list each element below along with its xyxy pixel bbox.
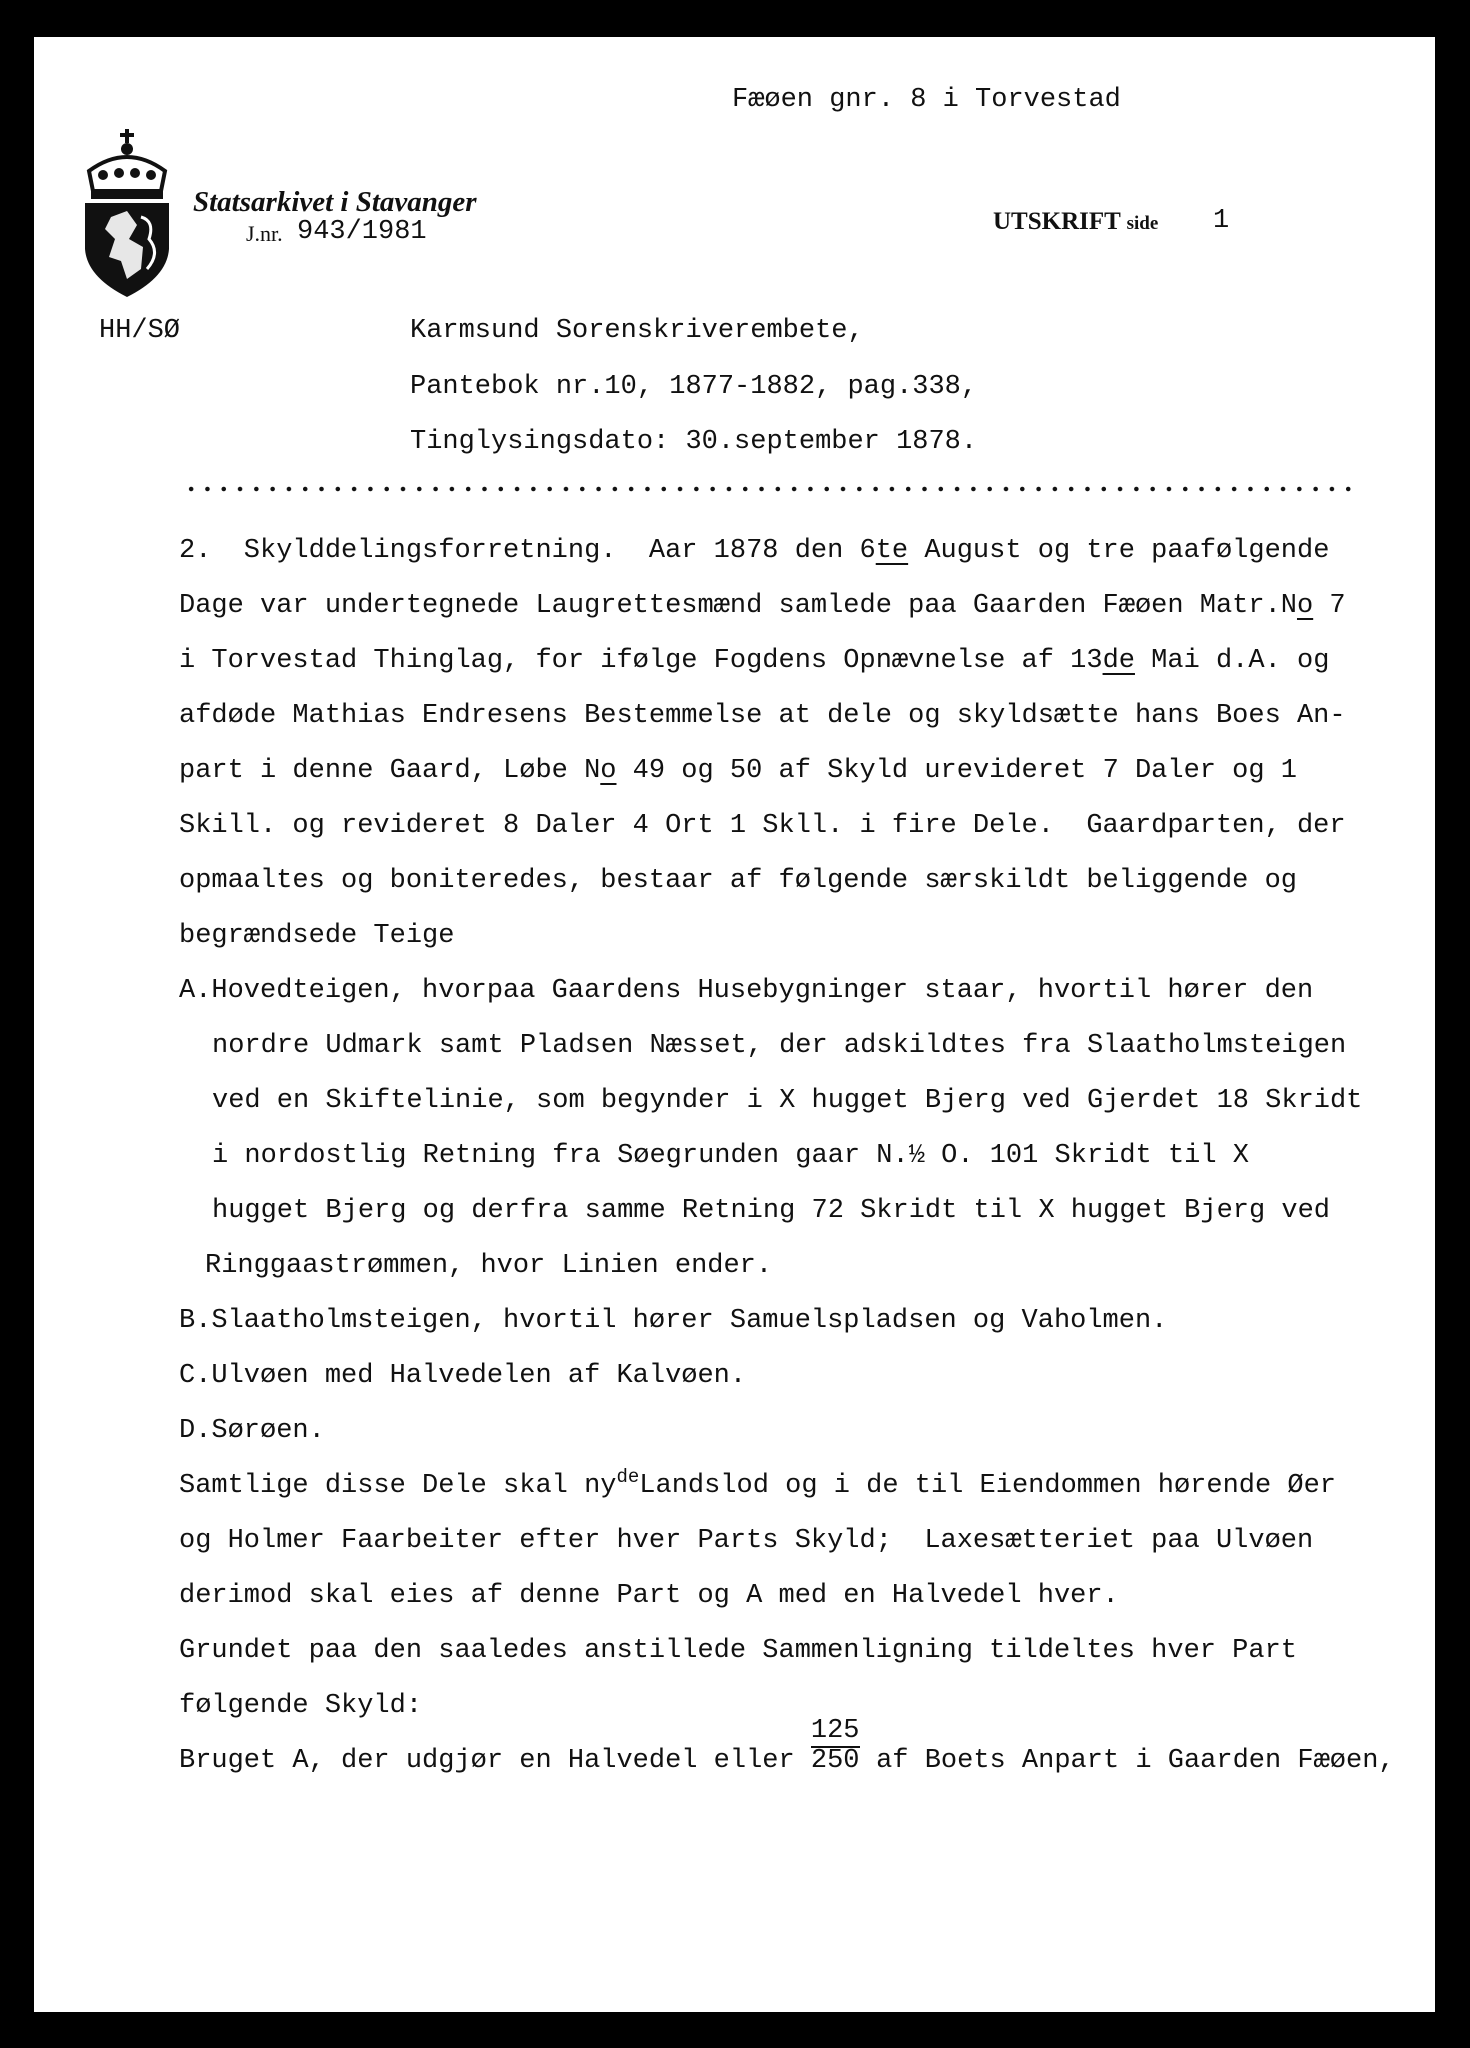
source-office: Karmsund Sorenskriverembete,: [410, 316, 864, 346]
text-line: [179, 579, 1395, 634]
underlined-suffix: o: [1296, 591, 1314, 621]
text-line: afdøde Mathias Endresens Bestemmelse at dele og skyldsætte hans Boes An-: [179, 701, 1346, 731]
registration-date: Tinglysingsdato: 30.september 1878.: [410, 427, 978, 457]
text-line: opmaaltes og boniteredes, bestaar af følgende særskildt beliggende og: [179, 866, 1297, 896]
text-line: B.Slaatholmsteigen, hvortil hører Samuelspladsen og Vaholmen.: [179, 1306, 1168, 1336]
text-line: D.Sørøen.: [179, 1416, 325, 1446]
superscript: de: [616, 1466, 640, 1488]
text-segment: i Torvestad Thinglag, for ifølge Fogdens Opnævnelse af 13: [179, 646, 1103, 676]
initials: HH/SØ: [99, 316, 181, 346]
text-line: [179, 634, 1395, 689]
text-segment: Dage var undertegnede Laugrettesmænd samlede paa Gaarden Fæøen Matr.N: [179, 591, 1297, 621]
text-segment: Mai d.A. og: [1134, 646, 1330, 676]
text-segment: Landslod og i de til Eiendommen hørende Øer: [639, 1471, 1337, 1501]
text-segment: af Boets Anpart i Gaarden Fæøen,: [859, 1746, 1395, 1776]
underlined-suffix: te: [875, 536, 909, 566]
text-line: nordre Udmark samt Pladsen Næsset, der adskildtes fra Slaatholmsteigen: [212, 1031, 1347, 1061]
text-line: Grundet paa den saaledes anstillede Sammenligning tildeltes hver Part: [179, 1636, 1297, 1666]
coat-of-arms-logo: [81, 129, 173, 297]
document-page: [34, 37, 1435, 2012]
text-line: følgende Skyld:: [179, 1691, 423, 1721]
text-line: [179, 1716, 1395, 1789]
property-title: Fæøen gnr. 8 i Torvestad: [732, 85, 1121, 115]
text-line: hugget Bjerg og derfra samme Retning 72 Skridt til X hugget Bjerg ved: [212, 1196, 1330, 1226]
text-line: derimod skal eies af denne Part og A med en Halvedel hver.: [179, 1581, 1119, 1611]
text-segment: Samtlige disse Dele skal ny: [179, 1471, 617, 1501]
transcript-body: [179, 524, 1395, 1789]
text-line: i nordostlig Retning fra Søegrunden gaar N.½ O. 101 Skridt til X: [212, 1141, 1249, 1171]
dotted-divider: [183, 486, 1359, 492]
text-line: ved en Skiftelinie, som begynder i X hugget Bjerg ved Gjerdet 18 Skridt: [212, 1086, 1363, 1116]
side-label: side: [1126, 213, 1159, 234]
jnr-label: J.nr.: [246, 221, 283, 246]
institution-name: Statsarkivet i Stavanger: [193, 186, 477, 218]
side-number: 1: [1213, 206, 1230, 236]
text-segment: August og tre paafølgende: [908, 536, 1330, 566]
text-segment: 2. Skylddelingsforretning. Aar 1878 den 6: [179, 536, 876, 566]
utskrift-label: [993, 207, 1158, 239]
source-volume: Pantebok nr.10, 1877-1882, pag.338,: [410, 372, 978, 402]
text-line: og Holmer Faarbeiter efter hver Parts Skyld; Laxesætteriet paa Ulvøen: [179, 1526, 1314, 1556]
text-line: Skill. og revideret 8 Daler 4 Ort 1 Skll. i fire Dele. Gaardparten, der: [179, 811, 1346, 841]
text-line: begrændsede Teige: [179, 921, 455, 951]
fraction-denominator: 250: [810, 1746, 860, 1776]
utskrift-text: UTSKRIFT: [993, 208, 1121, 235]
text-line: C.Ulvøen med Halvedelen af Kalvøen.: [179, 1361, 747, 1391]
text-segment: part i denne Gaard, Løbe N: [179, 756, 601, 786]
text-segment: 7: [1313, 591, 1346, 621]
text-line: [179, 744, 1395, 799]
text-line: [179, 524, 1395, 579]
text-line: Ringgaastrømmen, hvor Linien ender.: [205, 1251, 773, 1281]
text-segment: Bruget A, der udgjør en Halvedel eller: [179, 1746, 811, 1776]
fraction: [810, 1716, 860, 1789]
text-line: A.Hovedteigen, hvorpaa Gaardens Husebygninger staar, hvortil hører den: [179, 976, 1314, 1006]
fraction-numerator: 125: [810, 1716, 860, 1746]
text-segment: 49 og 50 af Skyld urevideret 7 Daler og 1: [616, 756, 1297, 786]
underlined-suffix: o: [600, 756, 617, 786]
text-line: [179, 1459, 1395, 1514]
jnr-value: 943/1981: [297, 217, 427, 247]
underlined-suffix: de: [1102, 646, 1135, 676]
